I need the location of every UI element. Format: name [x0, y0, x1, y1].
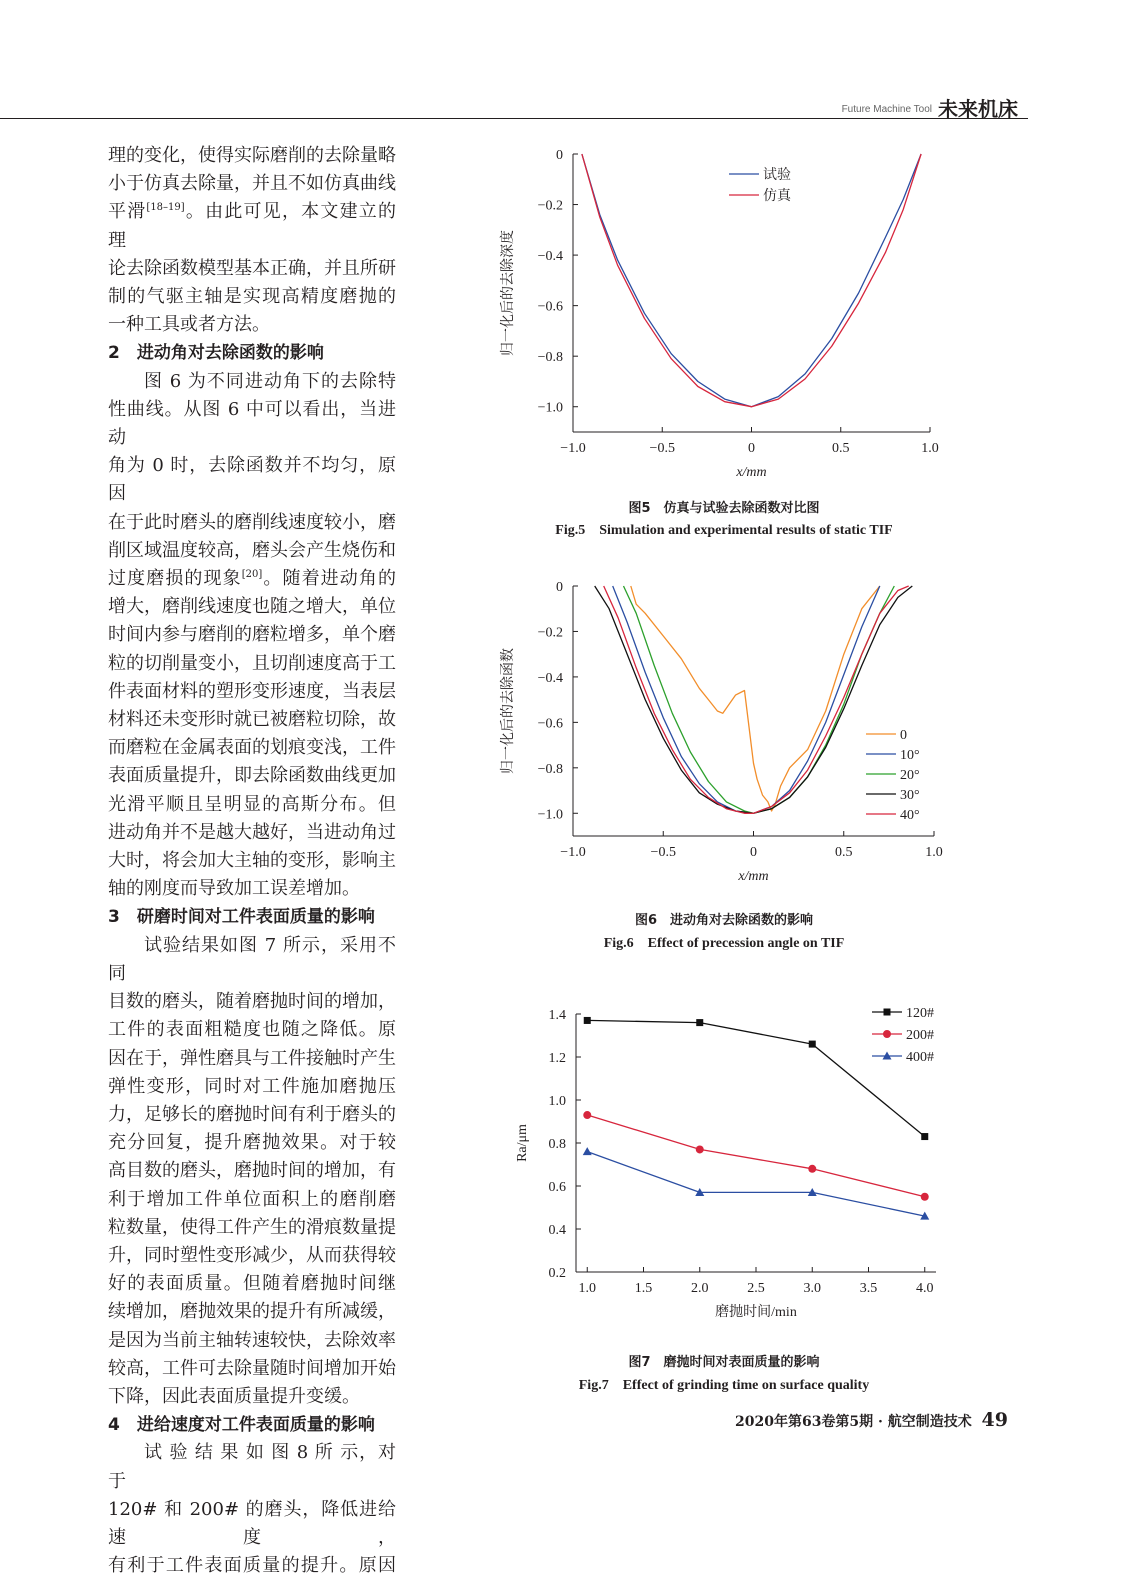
text-line: 粒数量，使得工件产生的滑痕数量提 [108, 1216, 396, 1238]
text-line: 材料还未变形时就已被磨粒切除，故 [108, 709, 396, 731]
x-tick-label: 1.0 [925, 845, 943, 860]
y-tick-label: −0.6 [537, 716, 563, 732]
figure-7-caption-zh: 图7 磨抛时间对表面质量的影响 [628, 1355, 820, 1370]
x-tick-label: −0.5 [649, 441, 675, 456]
text-line: 件表面材料的塑形变形速度，当表层 [108, 680, 396, 702]
x-tick-label: −1.0 [560, 441, 586, 456]
x-tick-label: 0.5 [835, 845, 853, 860]
data-point [696, 1019, 703, 1026]
text-line: 120# 和 200# 的磨头，降低进给速度， [108, 1498, 396, 1548]
legend-marker [884, 1009, 891, 1016]
series-line [631, 586, 880, 811]
text-fragment: 过度磨损的现象 [108, 568, 242, 590]
text-line: 光滑平顺且呈明显的高斯分布。但 [108, 793, 396, 815]
series-line [587, 1115, 925, 1197]
x-axis-label: x/mm [738, 869, 769, 884]
figure-6-caption-zh: 图6 进动角对去除函数的影响 [634, 913, 814, 928]
text-line: 下降，因此表面质量提升变缓。 [108, 1385, 360, 1407]
x-tick-label: 2.5 [747, 1281, 765, 1296]
x-tick-label: 4.0 [916, 1281, 934, 1296]
x-tick-label: −0.5 [650, 845, 676, 860]
text-line: 进动角并不是越大越好，当进动角过 [108, 821, 396, 843]
y-tick-label: −1.0 [537, 400, 563, 416]
text-line: 充分回复，提升磨抛效果。对于较 [108, 1132, 396, 1154]
text-line: 力，足够长的磨抛时间有利于磨头的 [108, 1103, 396, 1125]
figure-5-caption-en: Fig.5 Simulation and experimental results of static TIF [555, 523, 893, 538]
text-fragment: 平滑 [108, 201, 147, 223]
text-line: 工件的表面粗糙度也随之降低。原 [108, 1019, 396, 1041]
y-tick-label: 0.6 [548, 1180, 566, 1195]
x-tick-label: −1.0 [560, 845, 586, 860]
footer-issue: 2020年第63卷第5期 · 航空制造技术 [734, 1414, 972, 1430]
x-tick-label: 3.0 [803, 1281, 821, 1296]
data-point [921, 1193, 929, 1201]
y-tick-label: 1.4 [548, 1008, 566, 1023]
y-tick-label: −0.8 [537, 350, 563, 366]
text-line: 角为 0 时，去除函数并不均匀，原因 [108, 455, 396, 505]
text-line: 一种工具或者方法。 [108, 314, 270, 336]
y-tick-label: −0.4 [537, 670, 563, 686]
y-tick-label: 0.2 [548, 1266, 566, 1281]
text-line: 削区域温度较高，磨头会产生烧伤和 [108, 539, 396, 561]
y-tick-label: 1.0 [548, 1094, 566, 1109]
x-tick-label: 0 [748, 441, 755, 456]
legend-label: 10° [900, 748, 920, 763]
y-tick-label: −0.4 [537, 249, 563, 265]
body-text-column [108, 142, 396, 1580]
data-point [584, 1017, 591, 1024]
legend-label: 仿真 [763, 189, 791, 204]
data-point [696, 1145, 704, 1153]
section-heading-3: 3 研磨时间对工件表面质量的影响 [108, 907, 375, 928]
series-line [582, 154, 921, 407]
text-line: 理的变化，使得实际磨削的去除量略 [108, 145, 396, 166]
text-line: 弹性变形，同时对工件施加磨抛压 [108, 1075, 396, 1097]
figure-6-chart [496, 574, 956, 894]
y-tick-label: 0 [556, 148, 563, 163]
y-tick-label: −0.2 [537, 198, 563, 214]
text-line: 图 6 为不同进动角下的去除特 [144, 370, 396, 392]
y-tick-label: −0.6 [537, 299, 563, 315]
section-heading-2: 2 进动角对去除函数的影响 [108, 343, 324, 364]
series-line [624, 586, 895, 813]
x-axis-label: x/mm [736, 465, 767, 480]
journal-name-en: Future Machine Tool [841, 104, 932, 115]
citation: [18–19] [146, 202, 185, 214]
y-tick-label: −0.8 [537, 761, 563, 777]
text-line: 续增加，磨抛效果的提升有所减缓， [108, 1301, 396, 1323]
figure-7-caption-en: Fig.7 Effect of grinding time on surface quality [578, 1378, 870, 1393]
legend-label: 30° [900, 788, 920, 803]
series-line [604, 586, 909, 813]
text-line: 性曲线。从图 6 中可以看出，当进动 [108, 398, 396, 449]
x-tick-label: 1.0 [921, 441, 939, 456]
text-fragment: 。由此可见，本文建立的理 [108, 201, 397, 251]
data-point [809, 1041, 816, 1048]
legend-marker [883, 1030, 891, 1038]
text-line: 在于此时磨头的磨削线速度较小，磨 [108, 511, 396, 533]
figure-5-caption-zh: 图5 仿真与试验去除函数对比图 [628, 501, 820, 516]
x-tick-label: 0.5 [832, 441, 850, 456]
legend-label: 120# [906, 1006, 934, 1021]
legend-label: 20° [900, 768, 920, 783]
legend-label: 试验 [763, 168, 791, 183]
legend-label: 0 [900, 728, 907, 743]
x-axis-label: 磨抛时间/min [715, 1305, 797, 1320]
text-fragment: 。随着进动角的 [262, 568, 396, 590]
figure-6-caption-en: Fig.6 Effect of precession angle on TIF [603, 936, 845, 951]
text-line: 利于增加工件单位面积上的磨削磨 [108, 1188, 396, 1210]
y-axis-label: Ra/μm [515, 1124, 530, 1162]
text-line: 较高，工件可去除量随时间增加开始 [108, 1357, 396, 1379]
text-line: 论去除函数模型基本正确，并且所研 [108, 257, 396, 279]
text-line: 大时，将会加大主轴的变形，影响主 [108, 850, 396, 872]
text-line: 粒的切削量变小，且切削速度高于工 [108, 652, 396, 674]
text-line: 小于仿真去除量，并且不如仿真曲线 [108, 173, 396, 195]
y-tick-label: 0 [556, 580, 563, 595]
y-tick-label: 1.2 [548, 1051, 566, 1066]
x-tick-label: 3.5 [859, 1281, 878, 1296]
legend-label: 200# [906, 1028, 934, 1043]
figure-7-chart [496, 996, 956, 1336]
text-line: 轴的刚度而导致加工误差增加。 [108, 878, 360, 900]
x-tick-label: 2.0 [691, 1281, 709, 1296]
data-point [583, 1111, 591, 1119]
y-tick-label: −1.0 [537, 807, 563, 823]
text-line: 高目数的磨头，磨抛时间的增加，有 [108, 1160, 396, 1182]
text-line: 试验结果如图 7 所示，采用不同 [108, 934, 396, 984]
text-line: 时间内参与磨削的磨粒增多，单个磨 [108, 624, 396, 646]
text-line: 好的表面质量。但随着磨抛时间继 [108, 1273, 396, 1295]
page-footer [700, 1409, 1008, 1431]
header-rule [0, 118, 1028, 119]
y-tick-label: 0.4 [548, 1223, 566, 1238]
x-tick-label: 1.5 [634, 1281, 653, 1296]
data-point [583, 1147, 592, 1155]
text-line: 增大，磨削线速度也随之增大，单位 [108, 596, 396, 618]
text-line [108, 565, 396, 593]
data-point [808, 1165, 816, 1173]
x-tick-label: 1.0 [578, 1281, 596, 1296]
section-heading-4: 4 进给速度对工件表面质量的影响 [108, 1415, 375, 1436]
page-number: 49 [981, 1409, 1008, 1431]
legend-label: 400# [906, 1050, 934, 1065]
text-line: 制的气驱主轴是实现高精度磨抛的 [108, 286, 396, 308]
data-point [921, 1133, 928, 1140]
x-tick-label: 0 [750, 845, 757, 860]
text-line [108, 198, 396, 254]
text-line: 因在于，弹性磨具与工件接触时产生 [108, 1047, 396, 1069]
text-line: 升，同时塑性变形减少，从而获得较 [108, 1244, 396, 1266]
journal-name-zh: 未来机床 [938, 97, 1018, 121]
text-line: 目数的磨头，随着磨抛时间的增加， [108, 991, 396, 1013]
citation: [20] [241, 569, 263, 581]
text-line: 是因为当前主轴转速较快，去除效率 [108, 1329, 396, 1351]
series-line [587, 1020, 925, 1136]
text-line: 表面质量提升，即去除函数曲线更加 [108, 765, 396, 787]
text-line: 而磨粒在金属表面的划痕变浅，工件 [108, 737, 396, 759]
y-axis-label: 归一化后的去除函数 [501, 648, 516, 774]
figure-5-chart [496, 140, 956, 490]
y-tick-label: 0.8 [548, 1137, 566, 1152]
legend-label: 40° [900, 808, 920, 823]
text-line: 试 验 结 果 如 图 8 所 示，对 于 [108, 1442, 396, 1492]
y-tick-label: −0.2 [537, 625, 563, 641]
y-axis-label: 归一化后的去除深度 [501, 230, 516, 356]
text-line: 有利于工件表面质量的提升。原因 [108, 1555, 396, 1577]
